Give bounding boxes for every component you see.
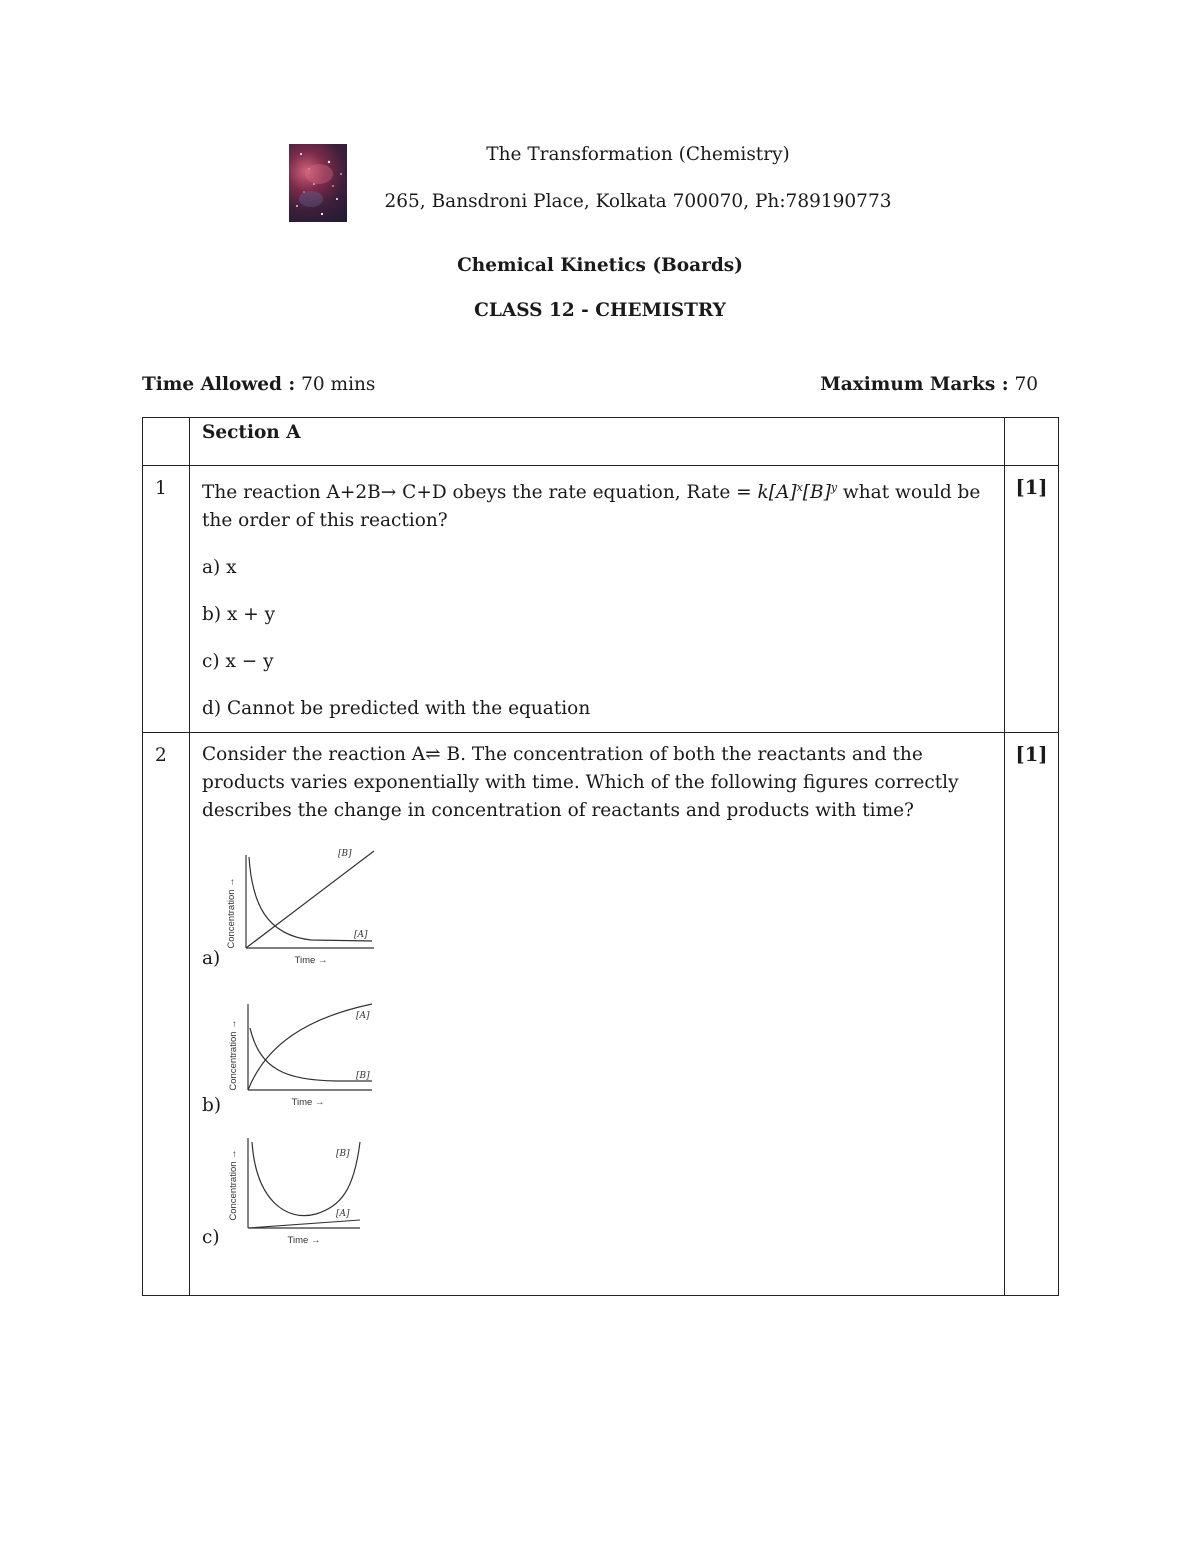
curve-label-top: [B] <box>336 1149 350 1159</box>
graph-option-label: a) <box>202 948 221 969</box>
paper-title: Chemical Kinetics (Boards) <box>457 255 743 276</box>
curve-a <box>248 1004 372 1090</box>
graph-option-label: b) <box>202 1095 222 1116</box>
question-body-cell <box>190 733 1005 1296</box>
graph-option-label: c) <box>202 1227 220 1248</box>
marks-cell <box>1005 466 1059 733</box>
option-a: a) x <box>202 557 237 579</box>
option-d: d) Cannot be predicted with the equation <box>202 698 591 720</box>
question-marks: [1] <box>1015 743 1048 766</box>
rate-equation: $k[A]^x[B]^y$ <box>757 481 838 504</box>
curve-a <box>248 1220 360 1228</box>
graph-y-label: Concentration → <box>228 1019 239 1091</box>
question-number-cell <box>143 466 190 733</box>
question-number: 2 <box>155 745 167 766</box>
question-row-1 <box>143 466 1059 733</box>
graph-option-b <box>202 990 992 1120</box>
section-num-cell <box>143 418 190 466</box>
curve-label-bottom: [B] <box>356 1071 370 1081</box>
time-allowed-label: Time Allowed : <box>142 374 296 395</box>
option-b: b) x + y <box>202 604 276 626</box>
curve-label-top: [A] <box>356 1011 370 1021</box>
graph-x-label: Time → <box>291 1097 325 1108</box>
maximum-marks-value: 70 <box>1014 374 1038 395</box>
graph-option-a <box>202 843 992 973</box>
curve-label-bottom: [A] <box>336 1209 350 1219</box>
time-allowed <box>142 374 375 395</box>
question-body-cell <box>190 466 1005 733</box>
question-text: The reaction A+2B→ C+D obeys the rate equation, Rate = $k[A]^x[B]^y$ what would be the order of this reaction? <box>202 481 981 532</box>
paper-class: CLASS 12 - CHEMISTRY <box>474 300 726 321</box>
question-row-2 <box>143 733 1059 1296</box>
curve-label-bottom: [A] <box>354 930 368 940</box>
curve-b <box>250 1028 372 1081</box>
section-mark-cell <box>1005 418 1059 466</box>
option-c: c) x − y <box>202 651 274 673</box>
graph-y-label: Concentration → <box>226 877 237 949</box>
graph-y-label: Concentration → <box>228 1149 239 1221</box>
institute-name: The Transformation (Chemistry) <box>486 144 790 165</box>
maximum-marks <box>820 374 1038 395</box>
graph-b <box>226 990 386 1120</box>
graph-a <box>226 843 386 973</box>
question-table <box>142 417 1059 1296</box>
section-heading: Section A <box>202 422 301 443</box>
graph-x-label: Time → <box>294 955 328 966</box>
time-allowed-value: 70 mins <box>301 374 376 395</box>
section-cell <box>190 418 1005 466</box>
question-marks: [1] <box>1015 476 1048 499</box>
question-number: 1 <box>155 478 167 499</box>
question-text: Consider the reaction A⇌ B. The concentration of both the reactants and the products varies exponentially with time. Which of the following figures correctly describes the change in concentration of reactants and products with time? <box>202 744 959 821</box>
question-number-cell <box>143 733 190 1296</box>
graph-x-label: Time → <box>287 1235 321 1246</box>
institute-address: 265, Bansdroni Place, Kolkata 700070, Ph:789190773 <box>384 191 892 212</box>
graph-c <box>226 1130 386 1252</box>
maximum-marks-label: Maximum Marks : <box>820 374 1009 395</box>
section-row <box>143 418 1059 466</box>
marks-cell <box>1005 733 1059 1296</box>
graph-option-c <box>202 1130 992 1252</box>
curve-label-top: [B] <box>338 849 352 859</box>
